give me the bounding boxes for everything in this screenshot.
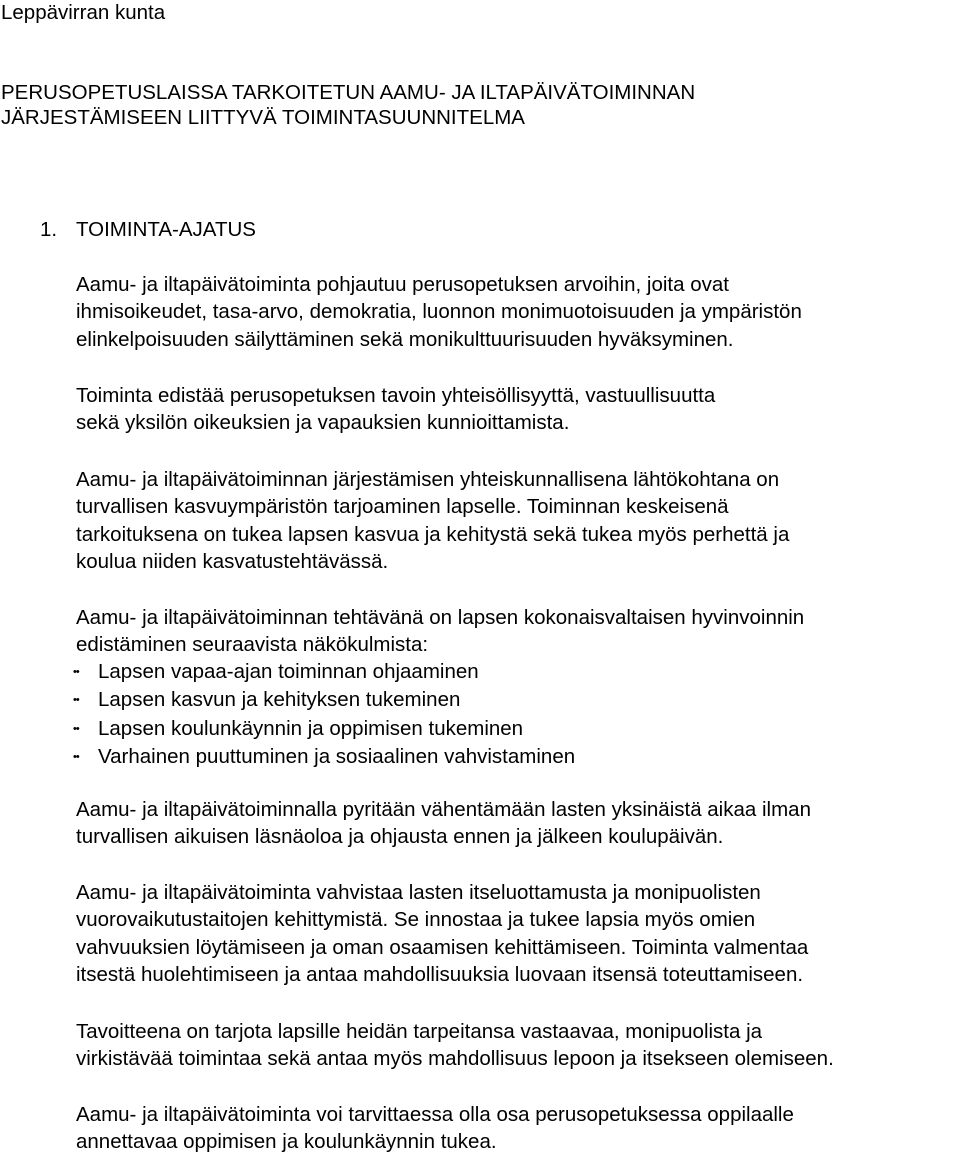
bullet-icon: •• (73, 722, 79, 735)
paragraph-line: vuorovaikutustaitojen kehittymistä. Se innostaa ja tukee lapsia myös omien (76, 908, 756, 932)
paragraph-line: turvallisen aikuisen läsnäoloa ja ohjausta ennen ja jälkeen koulupäivän. (76, 825, 724, 849)
paragraph-line: tarkoituksena on tukea lapsen kasvua ja kehitystä sekä tukea myös perhettä ja (76, 522, 790, 546)
section-title: TOIMINTA-AJATUS (76, 218, 256, 241)
bullet-icon: •• (73, 666, 79, 678)
list-item (73, 715, 575, 743)
bullet-icon: •• (73, 750, 79, 763)
paragraph-starting-point (76, 466, 960, 575)
paragraph-line: Aamu- ja iltapäivätoiminnalla pyritään vähentämään lasten yksinäistä aikaa ilman (76, 798, 811, 821)
paragraph-line: Aamu- ja iltapäivätoiminta pohjautuu perusopetuksen arvoihin, joita ovat (76, 273, 729, 296)
paragraph-goal (76, 1018, 960, 1073)
paragraph-line: ihmisoikeudet, tasa-arvo, demokratia, luonnon monimuotoisuuden ja ympäristön (76, 300, 802, 324)
list-item (73, 686, 575, 714)
paragraph-line: Aamu- ja iltapäivätoiminnan järjestämisen yhteiskunnallisena lähtökohtana on (76, 468, 780, 491)
list-item-text: Lapsen koulunkäynnin ja oppimisen tukeminen (98, 716, 524, 740)
paragraph-line: koulua niiden kasvatustehtävässä. (76, 549, 389, 573)
paragraph-line: Tavoitteena on tarjota lapsille heidän tarpeitansa vastaavaa, monipuolista ja (76, 1020, 763, 1043)
paragraph-support (76, 1101, 960, 1156)
paragraph-community (76, 382, 960, 437)
paragraph-line: sekä yksilön oikeuksien ja vapauksien kunnioittamista. (76, 411, 570, 435)
paragraph-line: Aamu- ja iltapäivätoiminta voi tarvittaessa olla osa perusopetuksessa oppilaalle (76, 1103, 794, 1126)
paragraph-line: elinkelpoisuuden säilyttäminen sekä monikulttuurisuuden hyväksyminen. (76, 327, 734, 351)
paragraph-alone-time (76, 796, 960, 851)
paragraph-task (76, 604, 960, 659)
list-item-text: Varhainen puuttuminen ja sosiaalinen vahvistaminen (98, 744, 576, 768)
paragraph-line: virkistävää toimintaa sekä antaa myös mahdollisuus lepoon ja itsekseen olemiseen. (76, 1047, 834, 1071)
paragraph-line: annettavaa oppimisen ja koulunkäynnin tukea. (76, 1130, 497, 1154)
bullet-icon: •• (73, 694, 79, 707)
paragraph-line: vahvuuksien löytämiseen ja oman osaamisen kehittämiseen. Toiminta valmentaa (76, 935, 809, 959)
municipality-name: Leppävirran kunta (1, 1, 166, 24)
paragraph-values (76, 271, 960, 353)
document-title-line: JÄRJESTÄMISEEN LIITTYVÄ TOIMINTASUUNNITELMA (1, 106, 525, 129)
paragraph-line: Aamu- ja iltapäivätoiminta vahvistaa lasten itseluottamusta ja monipuolisten (76, 881, 761, 904)
list-item (73, 743, 575, 771)
list-item (73, 658, 575, 686)
document-title-line: PERUSOPETUSLAISSA TARKOITETUN AAMU- JA ILTAPÄIVÄTOIMINNAN (1, 81, 696, 104)
document-title (1, 80, 695, 130)
perspectives-list (73, 658, 575, 771)
paragraph-line: edistäminen seuraavista näkökulmista: (76, 633, 429, 657)
section-heading (40, 217, 256, 243)
list-item-text: Lapsen kasvun ja kehityksen tukeminen (98, 688, 461, 712)
paragraph-line: itsestä huolehtimiseen ja antaa mahdollisuuksia luovaan itsensä toteuttamiseen. (76, 962, 804, 986)
paragraph-line: Toiminta edistää perusopetuksen tavoin yhteisöllisyyttä, vastuullisuutta (76, 384, 716, 407)
paragraph-line: Aamu- ja iltapäivätoiminnan tehtävänä on lapsen kokonaisvaltaisen hyvinvoinnin (76, 606, 805, 629)
paragraph-self-confidence (76, 879, 960, 988)
list-item-text: Lapsen vapaa-ajan toiminnan ohjaaminen (98, 660, 479, 683)
paragraph-line: turvallisen kasvuympäristön tarjoaminen lapselle. Toiminnan keskeisenä (76, 495, 729, 519)
section-number: 1. (40, 218, 58, 241)
